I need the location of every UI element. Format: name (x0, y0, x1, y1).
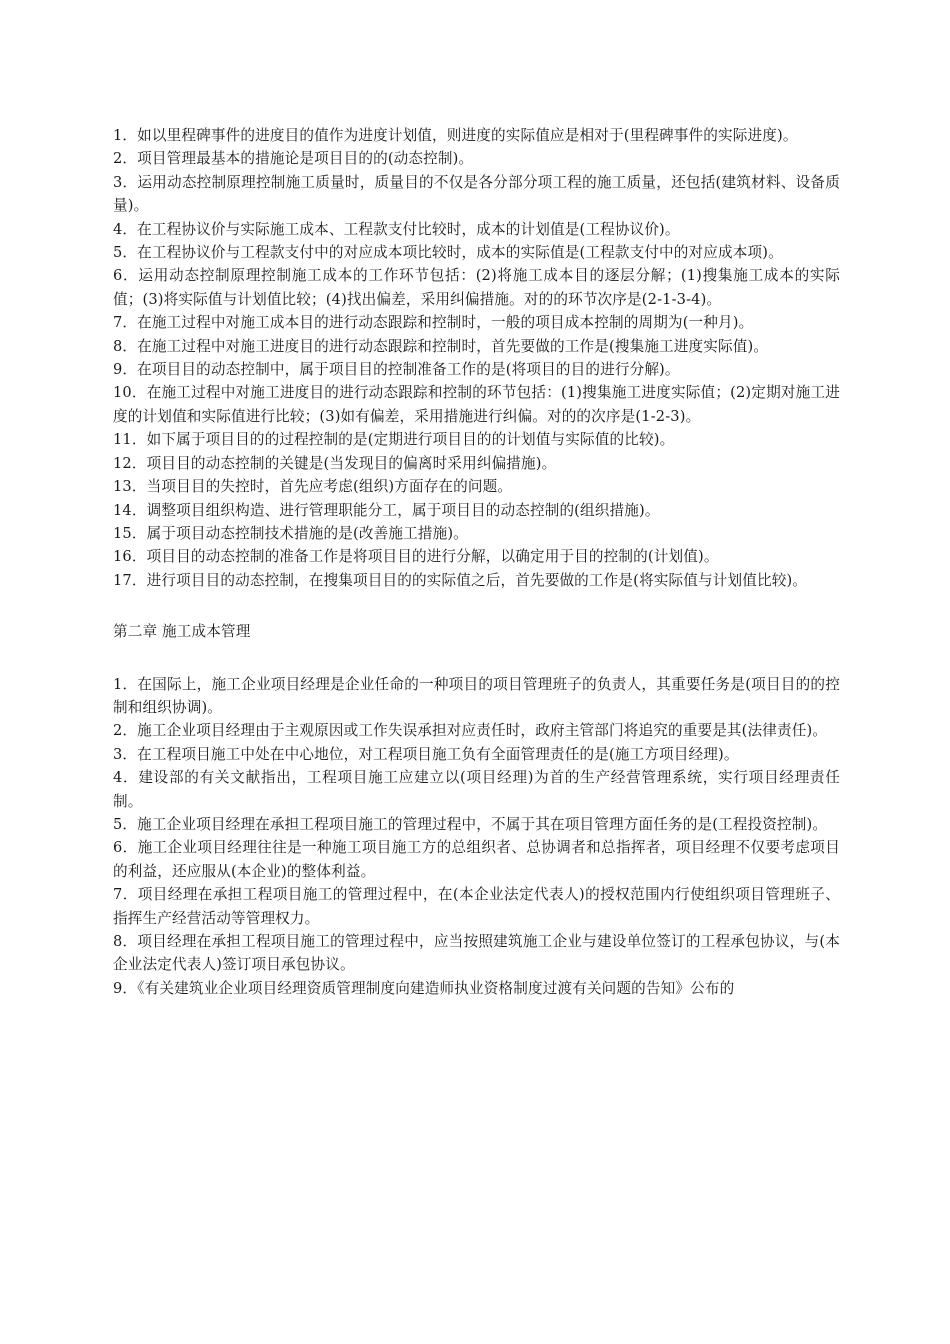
document-body (113, 124, 840, 1000)
list-item: 7．在施工过程中对施工成本目的进行动态跟踪和控制时，一般的项目成本控制的周期为(一种月)。 (113, 314, 754, 332)
list-item: 3．在工程项目施工中处在中心地位，对工程项目施工负有全面管理责任的是(施工方项目经理)。 (113, 745, 739, 763)
list-item: 10．在施工过程中对施工进度目的进行动态跟踪和控制的环节包括：(1)搜集施工进度实际值；(2)定期对施工进度的计划值和实际值进行比较；(3)如有偏差，采用措施进行纠偏。对的的次序是(1-2-3)。 (113, 384, 840, 425)
list-item: 17．进行项目目的动态控制，在搜集项目目的的实际值之后，首先要做的工作是(将实际值与计划值比较)。 (113, 571, 808, 589)
list-item: 11．如下属于项目目的的过程控制的是(定期进行项目目的的计划值与实际值的比较)。 (113, 431, 675, 449)
list-item: 5．施工企业项目经理在承担工程项目施工的管理过程中，不属于其在项目管理方面任务的是(工程投资控制)。 (113, 815, 828, 833)
list-item: 6．施工企业项目经理往往是一种施工项目施工方的总组织者、总协调者和总指挥者，项目经理不仅要考虑项目的利益，还应服从(本企业)的整体利益。 (113, 839, 840, 880)
list-item: 7．项目经理在承担工程项目施工的管理过程中，在(本企业法定代表人)的授权范围内行使组织项目管理班子、指挥生产经营活动等管理权力。 (113, 886, 840, 927)
chapter-heading: 第二章 施工成本管理 (113, 623, 251, 641)
list-item: 5．在工程协议价与工程款支付中的对应成本项比较时，成本的实际值是(工程款支付中的对应成本项)。 (113, 244, 783, 262)
list-item: 16．项目目的动态控制的准备工作是将项目目的进行分解，以确定用于目的控制的(计划值)。 (113, 548, 719, 566)
spacer (113, 592, 840, 620)
chapter2-list (113, 673, 840, 1001)
list-item: 1．在国际上，施工企业项目经理是企业任命的一种项目的项目管理班子的负责人，其重要任务是(项目目的的控制和组织协调)。 (113, 675, 840, 716)
list-item: 3．运用动态控制原理控制施工质量时，质量目的不仅是各分部分项工程的施工质量，还包括(建筑材料、设备质量)。 (113, 173, 840, 215)
list-item: 8．在施工过程中对施工进度目的进行动态跟踪和控制时，首先要做的工作是(搜集施工进度实际值)。 (113, 337, 769, 355)
list-item: 9．在项目目的动态控制中，属于项目目的控制准备工作的是(将项目的目的进行分解)。 (113, 361, 680, 379)
list-item: 8．项目经理在承担工程项目施工的管理过程中，应当按照建筑施工企业与建设单位签订的工程承包协议，与(本企业法定代表人)签订项目承包协议。 (113, 933, 840, 974)
list-item: 1．如以里程碑事件的进度目的值作为进度计划值，则进度的实际值应是相对于(里程碑事件的实际进度)。 (113, 127, 798, 144)
section1-list (113, 124, 840, 592)
list-item: 13．当项目目的失控时，首先应考虑(组织)方面存在的问题。 (113, 478, 513, 496)
list-item: 15．属于项目动态控制技术措施的是(改善施工措施)。 (113, 524, 468, 542)
list-item: 2．施工企业项目经理由于主观原因或工作失误承担对应责任时，政府主管部门将追究的重要是其(法律责任)。 (113, 722, 828, 740)
list-item: 12．项目目的动态控制的关键是(当发现目的偏离时采用纠偏措施)。 (113, 454, 557, 472)
list-item: 9．《有关建筑业企业项目经理资质管理制度向建造师执业资格制度过渡有关问题的告知》公布的 (113, 979, 735, 997)
list-item: 4．在工程协议价与实际施工成本、工程款支付比较时，成本的计划值是(工程协议价)。 (113, 220, 680, 238)
list-item: 2．项目管理最基本的措施论是项目目的的(动态控制)。 (113, 150, 474, 168)
spacer (113, 644, 840, 673)
list-item: 14．调整项目组织构造、进行管理职能分工，属于项目目的动态控制的(组织措施)。 (113, 501, 660, 519)
list-item: 6．运用动态控制原理控制施工成本的工作环节包括：(2)将施工成本目的逐层分解；(1)搜集施工成本的实际值；(3)将实际值与计划值比较；(4)找出偏差，采用纠偏措施。对的的环节次序是(2-1-3-4)。 (113, 267, 840, 308)
list-item: 4．建设部的有关文献指出，工程项目施工应建立以(项目经理)为首的生产经营管理系统，实行项目经理责任制。 (113, 769, 840, 810)
